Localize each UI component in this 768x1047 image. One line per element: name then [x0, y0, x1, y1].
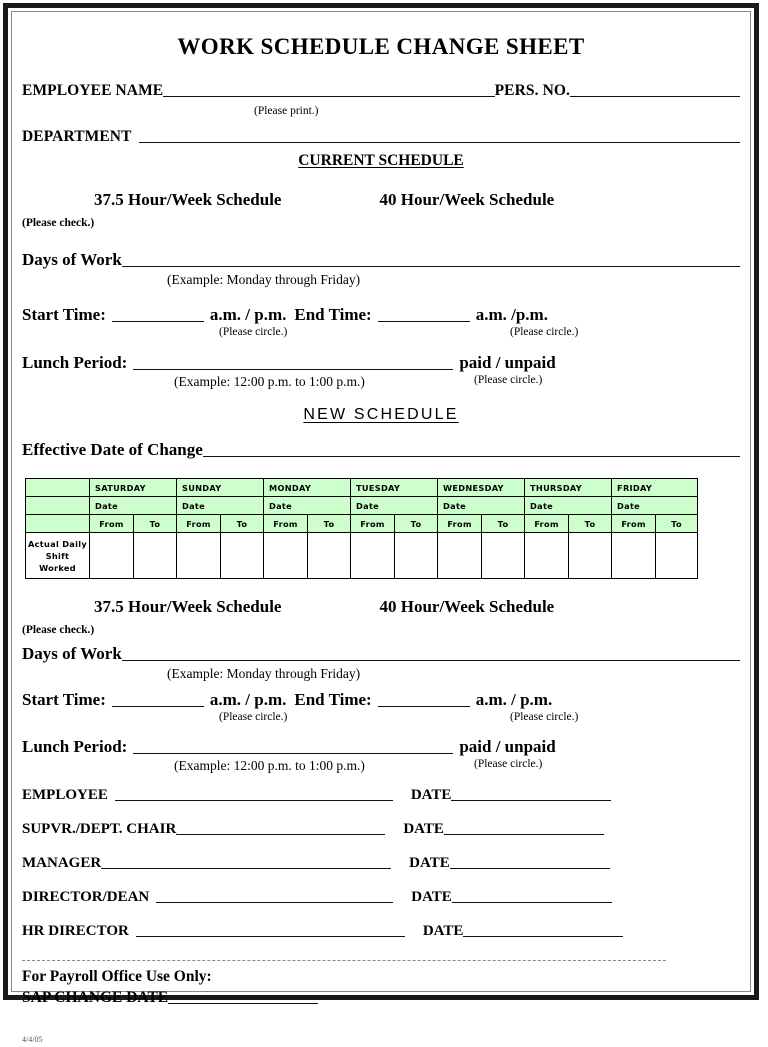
new-option-40[interactable]: 40 Hour/Week Schedule: [379, 597, 555, 616]
shift-from-sunday[interactable]: [177, 533, 221, 579]
date-cell-sunday[interactable]: Date: [177, 497, 264, 515]
current-start-ampm[interactable]: a.m. / p.m.: [209, 305, 287, 324]
table-row-date: [26, 497, 698, 515]
fromto-to-monday: To: [308, 515, 351, 533]
date-input-employee[interactable]: [451, 800, 611, 801]
new-days-example: (Example: Monday through Friday): [167, 666, 361, 681]
signature-label-director-dean: DIRECTOR/DEAN: [22, 889, 150, 905]
fromto-to-sunday: To: [221, 515, 264, 533]
employee-name-label: EMPLOYEE NAME: [22, 82, 164, 99]
fromto-from-sunday: From: [177, 515, 221, 533]
fromto-from-thursday: From: [525, 515, 569, 533]
sap-change-date-label: SAP CHANGE DATE: [22, 989, 169, 1006]
date-cell-monday[interactable]: Date: [264, 497, 351, 515]
please-print-hint: (Please print.): [254, 105, 319, 117]
day-header-monday: MONDAY: [264, 479, 351, 497]
new-days-of-work-input[interactable]: [122, 660, 740, 661]
signature-input-supervisor[interactable]: [176, 834, 385, 835]
fromto-to-friday: To: [656, 515, 698, 533]
current-lunch-input[interactable]: [133, 369, 453, 370]
date-label-hr-director: DATE: [422, 923, 464, 939]
current-end-ampm[interactable]: a.m. /p.m.: [475, 305, 548, 324]
current-days-of-work-input[interactable]: [122, 266, 740, 267]
actual-shift-line-2: Shift: [45, 550, 70, 561]
date-label-director-dean: DATE: [411, 889, 452, 905]
current-lunch-label: Lunch Period:: [22, 353, 128, 372]
shift-to-tuesday[interactable]: [395, 533, 438, 579]
new-please-check-hint: (Please check.): [22, 624, 95, 636]
shift-from-wednesday[interactable]: [438, 533, 482, 579]
current-schedule-heading: CURRENT SCHEDULE: [298, 152, 464, 169]
date-cell-saturday[interactable]: Date: [90, 497, 177, 515]
table-row-from-to: [26, 515, 698, 533]
page-title: WORK SCHEDULE CHANGE SHEET: [177, 34, 585, 59]
date-input-hr-director[interactable]: [463, 936, 623, 937]
signature-label-manager: MANAGER: [22, 855, 102, 871]
signature-input-director-dean[interactable]: [156, 902, 393, 903]
new-start-time-label: Start Time:: [22, 690, 106, 709]
shift-to-friday[interactable]: [656, 533, 698, 579]
date-cell-thursday[interactable]: Date: [525, 497, 612, 515]
revision-date: 4/4/05: [22, 1035, 43, 1044]
new-end-ampm[interactable]: a.m. / p.m.: [475, 690, 553, 709]
shift-to-sunday[interactable]: [221, 533, 264, 579]
sap-change-date-input[interactable]: [168, 1003, 318, 1004]
new-lunch-input[interactable]: [133, 753, 453, 754]
department-input[interactable]: [139, 142, 740, 143]
shift-from-saturday[interactable]: [90, 533, 134, 579]
signature-label-employee: EMPLOYEE: [22, 787, 108, 803]
table-corner-cell-3: [26, 515, 90, 533]
shift-to-thursday[interactable]: [569, 533, 612, 579]
new-lunch-example: (Example: 12:00 p.m. to 1:00 p.m.): [174, 758, 365, 773]
shift-from-thursday[interactable]: [525, 533, 569, 579]
fromto-from-friday: From: [612, 515, 656, 533]
table-row-day-names: [26, 479, 698, 497]
payroll-separator: [22, 960, 666, 961]
date-cell-wednesday[interactable]: Date: [438, 497, 525, 515]
fromto-to-tuesday: To: [395, 515, 438, 533]
date-input-director-dean[interactable]: [452, 902, 612, 903]
day-header-sunday: SUNDAY: [177, 479, 264, 497]
pers-no-label: PERS. NO.: [494, 82, 570, 99]
table-corner-cell-2: [26, 497, 90, 515]
new-start-time-input[interactable]: [112, 706, 204, 707]
day-header-thursday: THURSDAY: [525, 479, 612, 497]
table-corner-cell: [26, 479, 90, 497]
new-paid-circle-hint: (Please circle.): [474, 758, 543, 770]
signature-label-hr-director: HR DIRECTOR: [22, 923, 129, 939]
fromto-from-monday: From: [264, 515, 308, 533]
date-cell-friday[interactable]: Date: [612, 497, 698, 515]
new-end-time-input[interactable]: [378, 706, 470, 707]
current-option-40[interactable]: 40 Hour/Week Schedule: [379, 190, 555, 209]
effective-date-input[interactable]: [203, 456, 740, 457]
current-start-time-label: Start Time:: [22, 305, 106, 324]
effective-date-label: Effective Date of Change: [22, 440, 203, 459]
shift-to-wednesday[interactable]: [482, 533, 525, 579]
day-header-saturday: SATURDAY: [90, 479, 177, 497]
fromto-from-wednesday: From: [438, 515, 482, 533]
shift-to-monday[interactable]: [308, 533, 351, 579]
signature-input-employee[interactable]: [115, 800, 393, 801]
new-paid-unpaid[interactable]: paid / unpaid: [459, 737, 556, 756]
shift-from-monday[interactable]: [264, 533, 308, 579]
date-label-employee: DATE: [410, 787, 452, 803]
current-start-circle-hint: (Please circle.): [219, 326, 288, 338]
date-label-supervisor: DATE: [403, 821, 444, 837]
date-label-manager: DATE: [409, 855, 450, 871]
new-start-circle-hint: (Please circle.): [219, 711, 288, 723]
form-sheet: [22, 18, 740, 1044]
actual-shift-line-3: Worked: [39, 562, 76, 573]
date-input-manager[interactable]: [450, 868, 610, 869]
date-input-supervisor[interactable]: [444, 834, 604, 835]
current-lunch-example: (Example: 12:00 p.m. to 1:00 p.m.): [174, 374, 365, 389]
shift-from-tuesday[interactable]: [351, 533, 395, 579]
fromto-from-tuesday: From: [351, 515, 395, 533]
table-row-actual-shift: [26, 533, 698, 579]
payroll-heading: For Payroll Office Use Only:: [22, 968, 212, 985]
new-option-37-5[interactable]: 37.5 Hour/Week Schedule: [94, 597, 282, 616]
current-please-check-hint: (Please check.): [22, 217, 95, 229]
employee-name-input[interactable]: [163, 96, 494, 97]
current-option-37-5[interactable]: 37.5 Hour/Week Schedule: [94, 190, 282, 209]
actual-shift-line-1: Actual Daily: [28, 538, 87, 549]
new-end-time-label: End Time:: [294, 690, 372, 709]
current-paid-circle-hint: (Please circle.): [474, 374, 543, 386]
current-end-time-input[interactable]: [378, 321, 470, 322]
pers-no-input[interactable]: [570, 96, 740, 97]
fromto-to-wednesday: To: [482, 515, 525, 533]
day-header-tuesday: TUESDAY: [351, 479, 438, 497]
current-end-time-label: End Time:: [294, 305, 372, 324]
shift-to-saturday[interactable]: [134, 533, 177, 579]
new-schedule-heading: NEW SCHEDULE: [303, 406, 459, 423]
signature-input-manager[interactable]: [101, 868, 391, 869]
new-start-ampm[interactable]: a.m. / p.m.: [209, 690, 287, 709]
current-days-example: (Example: Monday through Friday): [167, 272, 361, 287]
actual-shift-row-label: [26, 533, 90, 579]
new-lunch-label: Lunch Period:: [22, 737, 128, 756]
current-start-time-input[interactable]: [112, 321, 204, 322]
current-days-of-work-label: Days of Work: [22, 250, 122, 269]
fromto-from-saturday: From: [90, 515, 134, 533]
fromto-to-saturday: To: [134, 515, 177, 533]
new-end-circle-hint: (Please circle.): [510, 711, 579, 723]
day-header-friday: FRIDAY: [612, 479, 698, 497]
current-end-circle-hint: (Please circle.): [510, 326, 579, 338]
actual-shift-table: [25, 478, 698, 579]
shift-from-friday[interactable]: [612, 533, 656, 579]
date-cell-tuesday[interactable]: Date: [351, 497, 438, 515]
department-label: DEPARTMENT: [22, 128, 132, 145]
new-days-of-work-label: Days of Work: [22, 644, 122, 663]
current-paid-unpaid[interactable]: paid / unpaid: [459, 353, 556, 372]
day-header-wednesday: WEDNESDAY: [438, 479, 525, 497]
signature-label-supervisor: SUPVR./DEPT. CHAIR: [22, 821, 177, 837]
signature-input-hr-director[interactable]: [136, 936, 405, 937]
page-border: [3, 3, 759, 1044]
fromto-to-thursday: To: [569, 515, 612, 533]
